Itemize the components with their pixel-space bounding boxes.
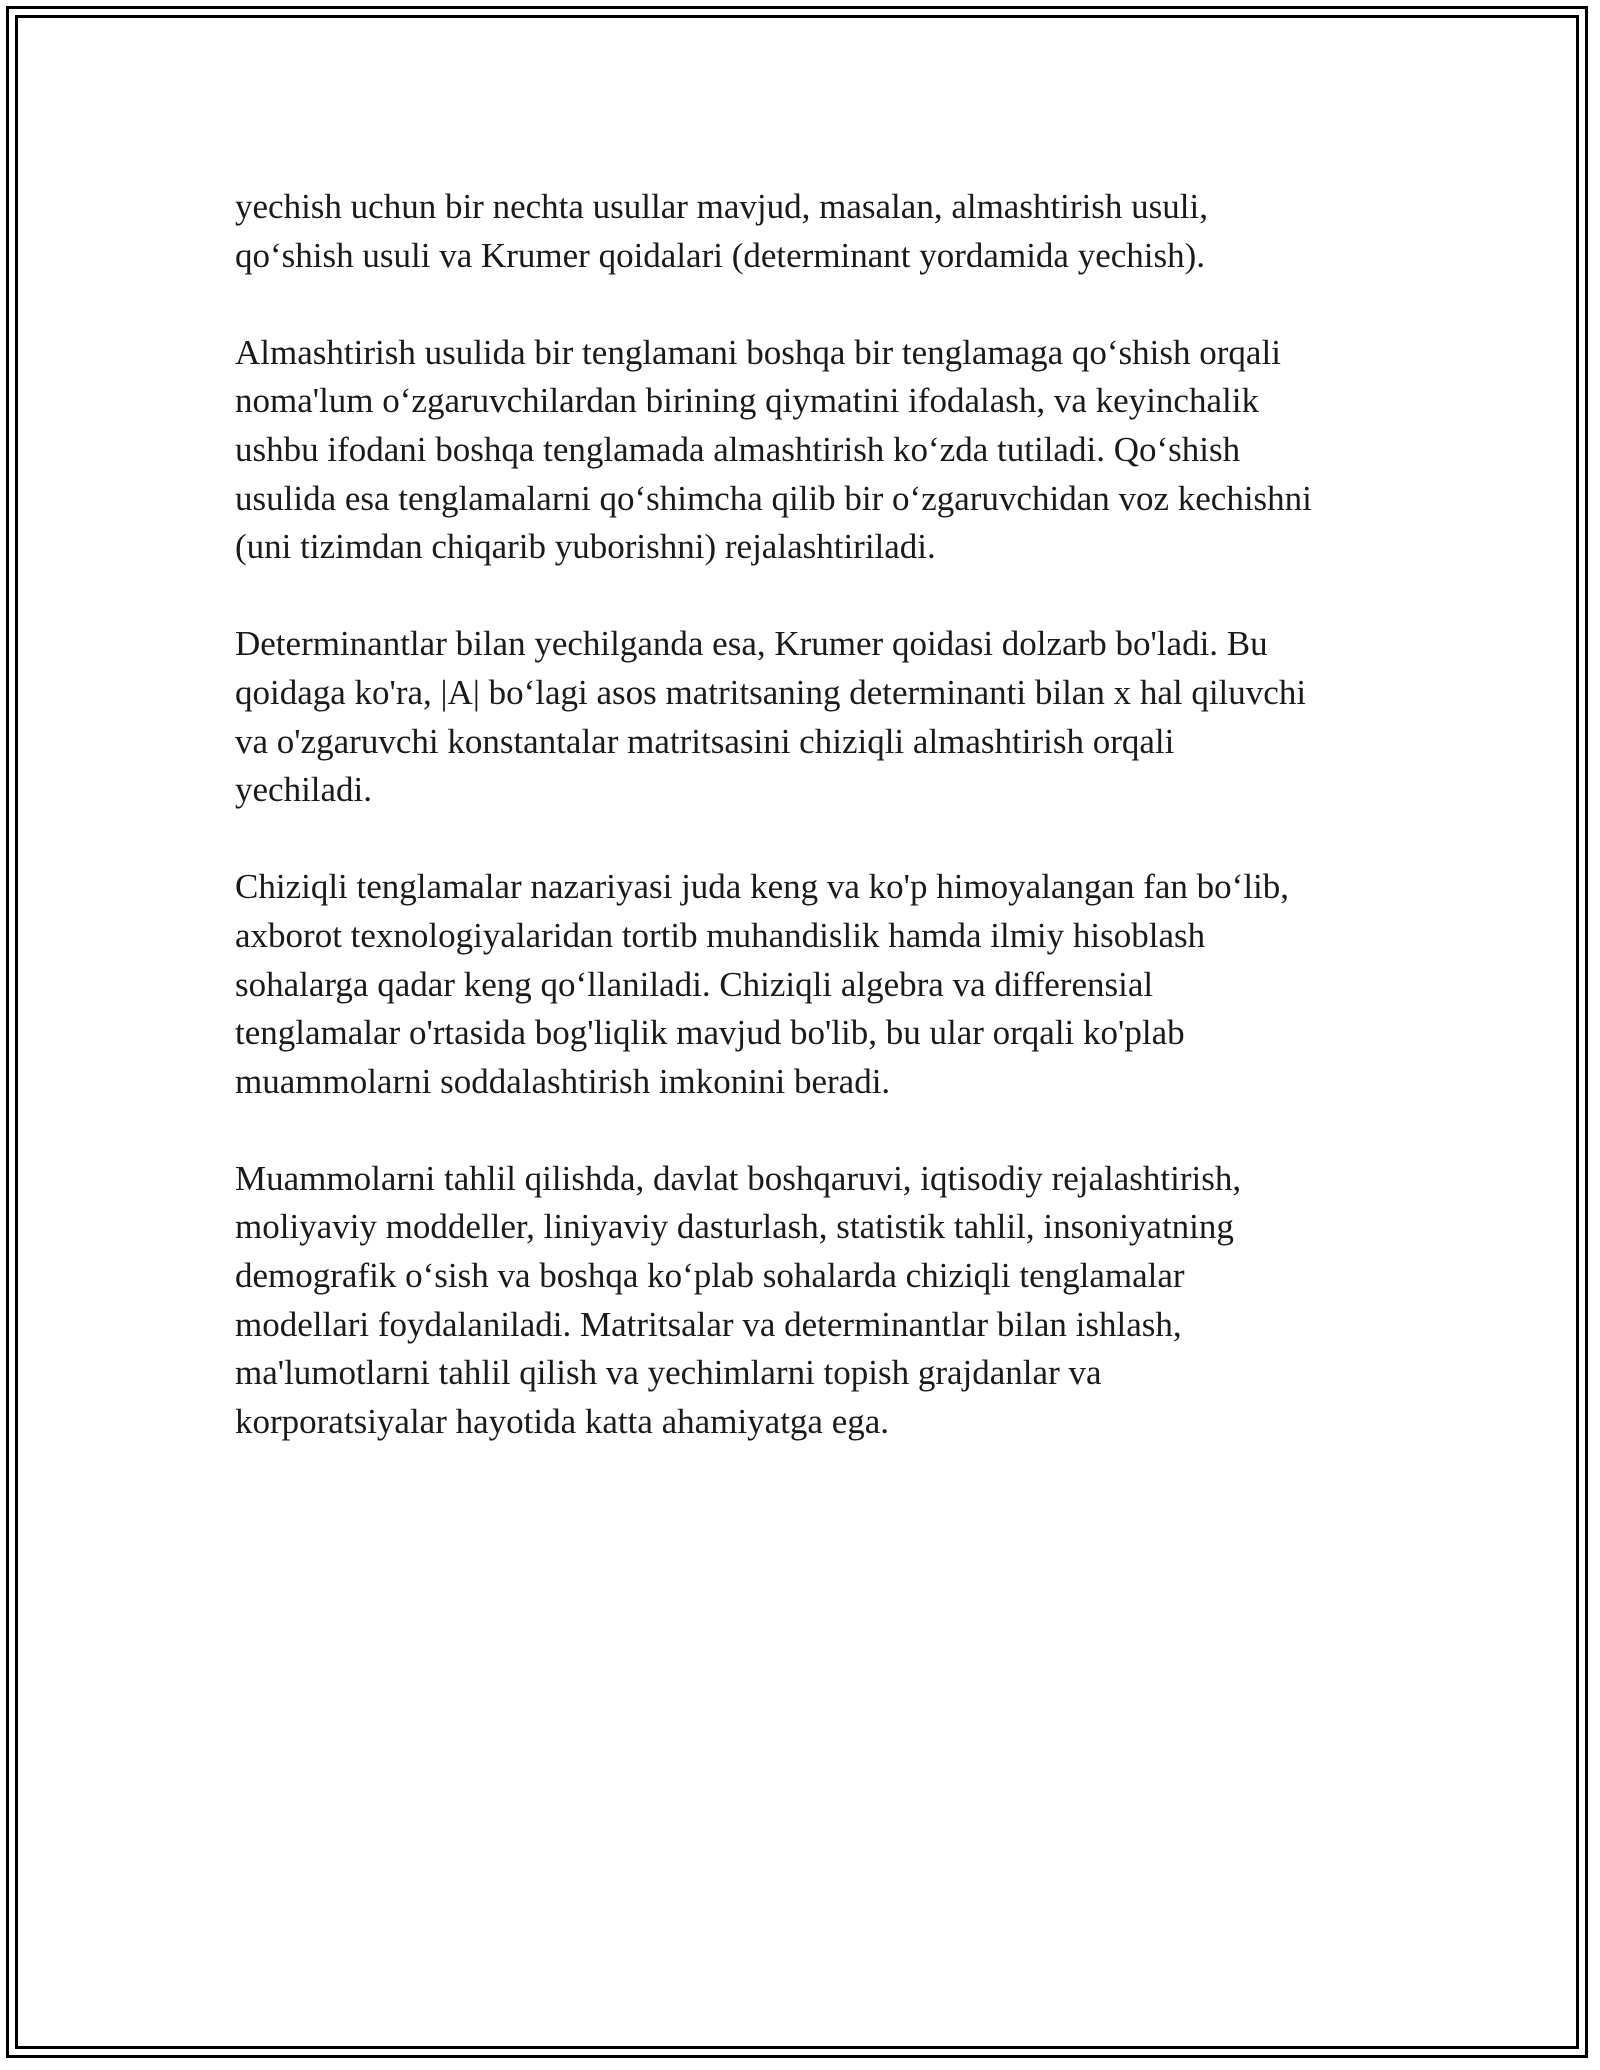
text-line: Muammolarni tahlil qilishda, davlat boshqaruvi, iqtisodiy rejalashtirish,: [235, 1158, 1242, 1198]
text-line: ma'lumotlarni tahlil qilish va yechimlarni topish grajdanlar va: [235, 1353, 1102, 1393]
text-line: yechish uchun bir nechta usullar mavjud, masalan, almashtirish usuli,: [235, 187, 1208, 226]
text-line: usulida esa tenglamalarni qo‘shimcha qilib bir o‘zgaruvchidan voz kechishni: [235, 478, 1312, 518]
text-line: Almashtirish usulida bir tenglamani boshqa bir tenglamaga qo‘shish orqali: [235, 332, 1281, 372]
text-line: moliyaviy moddeller, liniyaviy dasturlash, statistik tahlil, insoniyatning: [235, 1207, 1234, 1247]
paragraph-3: [235, 620, 1385, 814]
text-line: sohalarga qadar keng qo‘llaniladi. Chiziqli algebra va differensial: [235, 964, 1154, 1004]
text-line: qoidaga ko'ra, |A| bo‘lagi asos matritsaning determinanti bilan x hal qiluvchi: [235, 672, 1307, 712]
text-line: noma'lum o‘zgaruvchilardan birining qiymatini ifodalash, va keyinchalik: [235, 381, 1259, 421]
text-line: yechiladi.: [235, 770, 373, 810]
text-line: tenglamalar o'rtasida bog'liqlik mavjud bo'lib, bu ular orqali ko'plab: [235, 1013, 1185, 1053]
paragraph-2: [235, 329, 1385, 572]
text-line: demografik o‘sish va boshqa ko‘plab sohalarda chiziqli tenglamalar: [235, 1256, 1185, 1296]
text-line: muammolarni soddalashtirish imkonini beradi.: [235, 1061, 891, 1101]
paragraph-5: [235, 1155, 1385, 1447]
text-line: va o'zgaruvchi konstantalar matritsasini chiziqli almashtirish orqali: [235, 721, 1175, 761]
text-line: axborot texnologiyalaridan tortib muhandislik hamda ilmiy hisoblash: [235, 915, 1206, 955]
text-line: qo‘shish usuli va Krumer qoidalari (determinant yordamida yechish).: [235, 235, 1206, 275]
document-body: [235, 183, 1385, 1495]
text-line: (uni tizimdan chiqarib yuborishni) rejalashtiriladi.: [235, 527, 936, 567]
paragraph-1: [235, 183, 1385, 280]
text-line: Determinantlar bilan yechilganda esa, Krumer qoidasi dolzarb bo'ladi. Bu: [235, 624, 1268, 664]
text-line: modellari foydalaniladi. Matritsalar va determinantlar bilan ishlash,: [235, 1304, 1182, 1344]
text-line: ushbu ifodani boshqa tenglamada almashtirish ko‘zda tutiladi. Qo‘shish: [235, 429, 1241, 469]
text-line: korporatsiyalar hayotida katta ahamiyatga ega.: [235, 1401, 890, 1441]
text-line: Chiziqli tenglamalar nazariyasi juda keng va ko'p himoyalangan fan bo‘lib,: [235, 867, 1290, 907]
paragraph-4: [235, 863, 1385, 1106]
